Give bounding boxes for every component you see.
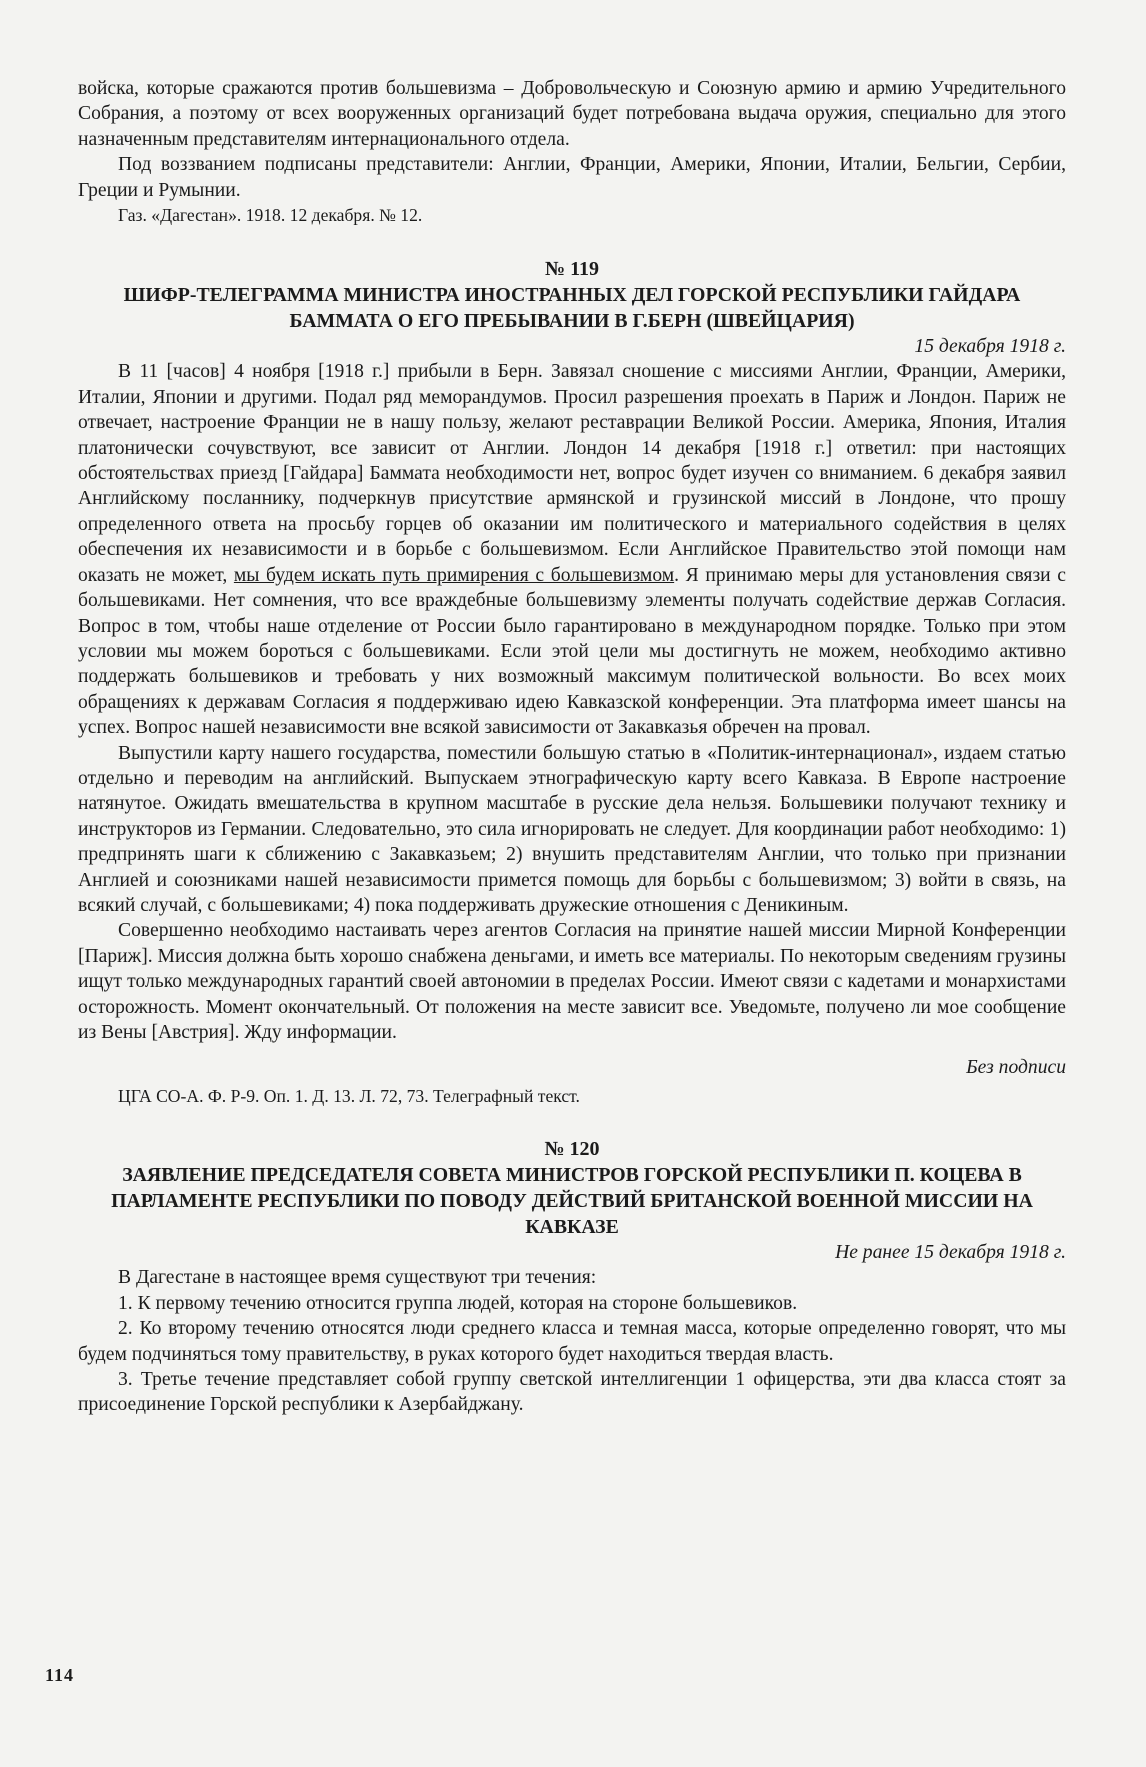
top-paragraph-2: Под воззванием подписаны представители: Англии, Франции, Америки, Японии, Италии, Бельгии, Сербии, Греции и Румынии. — [78, 154, 1066, 201]
doc-120-title: ЗАЯВЛЕНИЕ ПРЕДСЕДАТЕЛЯ СОВЕТА МИНИСТРОВ ГОРСКОЙ РЕСПУБЛИКИ П. КОЦЕВА В ПАРЛАМЕНТЕ РЕСПУБЛИКИ ПО ПОВОДУ ДЕЙСТВИЙ БРИТАНСКОЙ ВОЕННОЙ МИССИИ НА КАВКАЗЕ — [111, 1164, 1033, 1239]
document-page — [78, 76, 1066, 1418]
doc-120-paragraph-4: 3. Третье течение представляет собой группу светской интеллигенции 1 офицерства, эти два класса стоят за присоединение Горской республики к Азербайджану. — [78, 1369, 1066, 1416]
top-paragraph-1: войска, которые сражаются против большевизма – Добровольческую и Союзную армию и армию Учредительного Собрания, а поэтому от всех вооруженных организаций будет потребована выдача оружия, специально для этого назначенным представителям интернационального отдела. — [78, 78, 1066, 150]
doc-119-paragraph-2: Выпустили карту нашего государства, поместили большую статью в «Политик-интернационал», издаем статью отдельно и переводим на английский. Выпускаем этнографическую карту всего Кавказа. В Европе настроение натянутое. Ожидать вмешательства в крупном масштабе в русские дела нельзя. Большевики получают технику и инструкторов из Германии. Следовательно, это сила игнорировать не следует. Для координации работ необходимо: 1) предпринять шаги к сближению с Закавказьем; 2) внушить представителям Англии, что только при признании Англией и союзниками нашей независимости примется помощь для борьбы с большевизмом; 3) войти в связь, на всякий случай, с большевиками; 4) пока поддерживать дружеские отношения с Деникиным. — [78, 742, 1066, 916]
document-119 — [78, 256, 1066, 1108]
doc-119-p1-end: . Я принимаю меры для установления связи с большевиками. Нет сомнения, что все враждебные большевизму элементы получать содействие держав Согласия. Вопрос в том, чтобы наше отделение от России было гарантировано в международном порядке. Только при этом условии мы можем бороться с большевиками. Если этой цели мы достигнуть не можем, необходимо активно поддержать большевиков и требовать у них возможный максимум политической вольности. Во всех моих обращениях к державам Согласия я поддерживаю идею Кавказской конференции. Эта платформа имеет шансы на успех. Вопрос нашей независимости вне всякой зависимости от Закавказья обречен на провал. — [78, 564, 1066, 739]
doc-119-p1-start: В 11 [часов] 4 ноября [1918 г.] прибыли в Берн. Завязал сношение с миссиями Англии, Франции, Америки, Италии, Японии и другими. Подал ряд меморандумов. Просил разрешения проехать в Париж и Лондон. Париж не отвечает, настроение Франции не в нашу пользу, желают реставрации Великой России. Америка, Япония, Италия платонически сочувствуют, все зависит от Англии. Лондон 14 декабря [1918 г.] ответил: при настоящих обстоятельствах приезд [Гайдара] Баммата необходимости нет, вопрос будет изучен со вниманием. 6 декабря заявил Английскому посланнику, подчеркнув присутствие армянской и грузинской миссий в Лондоне, что прошу определенного ответа на просьбу горцев об оказании им политического и материального содействия в целях обеспечения их независимости и в борьбе с большевизмом. Если Английское Правительство этой помощи нам оказать не может, — [78, 361, 1066, 586]
doc-119-number: № 119 — [545, 258, 599, 281]
doc-120-paragraph-2: 1. К первому течению относится группа людей, которая на стороне большевиков. — [118, 1292, 798, 1314]
document-120 — [78, 1136, 1066, 1417]
doc-120-paragraph-3: 2. Ко второму течению относятся люди среднего класса и темная масса, которые определенно говорят, что мы будем подчиняться тому правительству, в руках которого будет находиться твердая власть. — [78, 1318, 1066, 1365]
page-number: 114 — [45, 1665, 75, 1685]
doc-120-paragraph-1: В Дагестане в настоящее время существуют три течения: — [118, 1267, 597, 1289]
doc-119-paragraph-3: Совершенно необходимо настаивать через агентов Согласия на принятие нашей миссии Мирной Конференции [Париж]. Миссия должна быть хорошо снабжена деньгами, и иметь все материалы. По некоторым сведениям грузины ищут только международных гарантий своей автономии в пределах России. Имеют связи с кадетами и монархистами осторожность. Момент окончательный. От положения на месте зависит все. Уведомьте, получено ли мое сообщение из Вены [Австрия]. Жду информации. — [78, 920, 1066, 1043]
doc-120-date: Не ранее 15 декабря 1918 г. — [835, 1242, 1066, 1264]
doc-119-date: 15 декабря 1918 г. — [914, 336, 1066, 358]
doc-119-underlined-phrase: мы будем искать путь примирения с большевизмом — [233, 564, 675, 586]
doc-119-title: ШИФР-ТЕЛЕГРАММА МИНИСТРА ИНОСТРАННЫХ ДЕЛ ГОРСКОЙ РЕСПУБЛИКИ ГАЙДАРА БАММАТА О ЕГО ПРЕБЫВАНИИ В Г.БЕРН (ШВЕЙЦАРИЯ) — [123, 284, 1021, 333]
newspaper-source: Газ. «Дагестан». 1918. 12 декабря. № 12. — [118, 205, 423, 226]
doc-119-paragraph-1 — [78, 359, 1066, 740]
doc-120-number: № 120 — [544, 1138, 600, 1161]
doc-119-archive-reference: ЦГА СО-А. Ф. Р-9. Оп. 1. Д. 13. Л. 72, 73. Телеграфный текст. — [118, 1086, 580, 1107]
doc-119-signature: Без подписи — [966, 1057, 1066, 1079]
